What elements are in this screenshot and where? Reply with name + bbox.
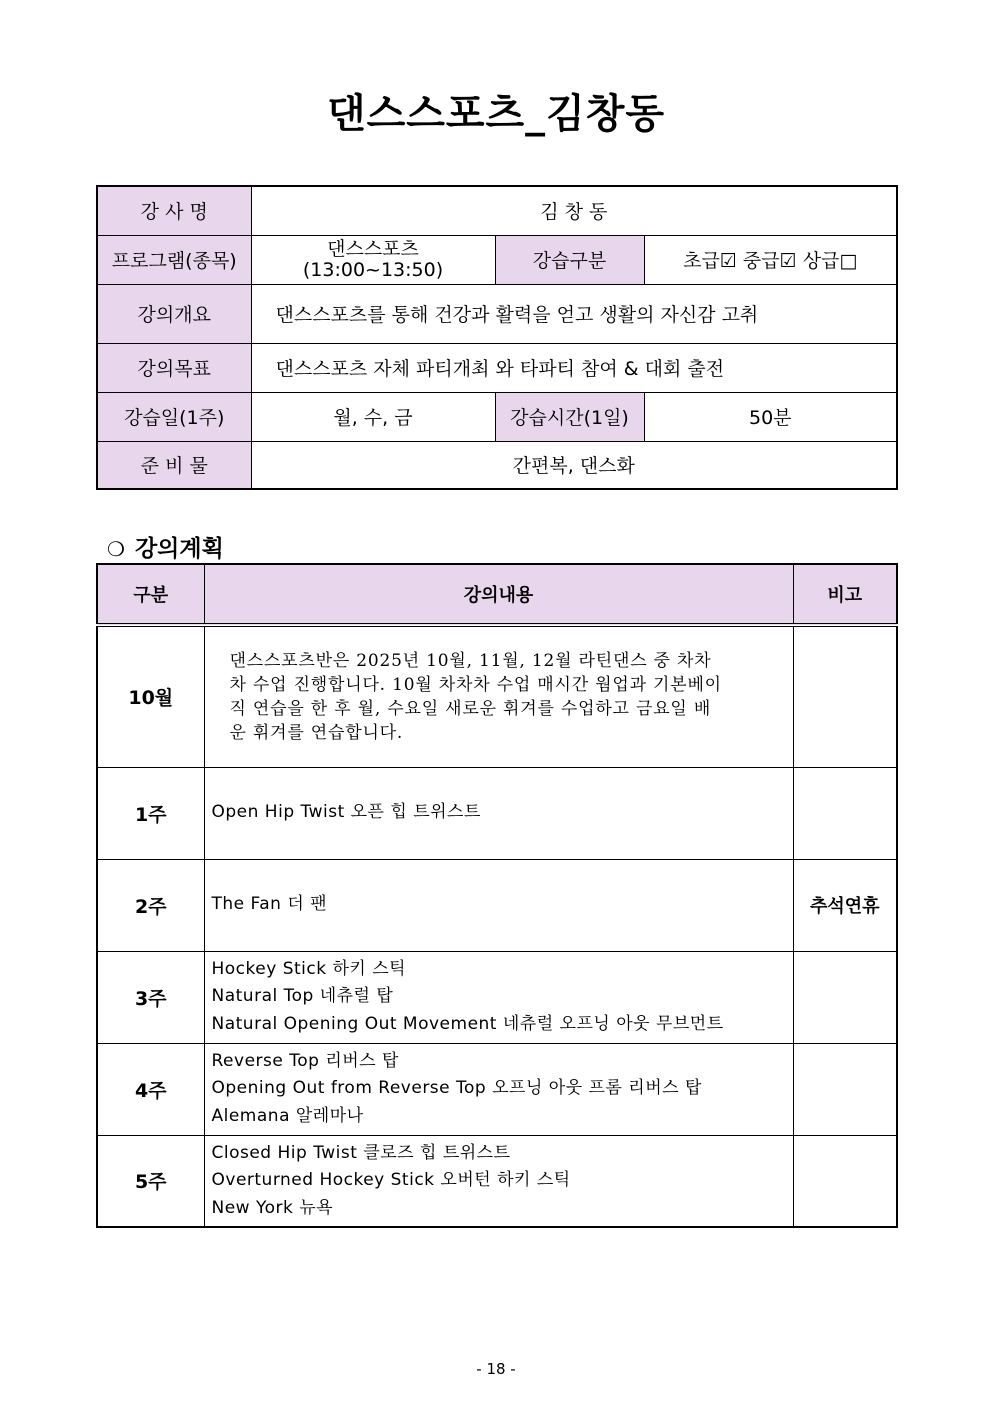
section-title: 강의계획: [134, 536, 224, 562]
table-row: [97, 859, 897, 951]
header-category: 구분: [97, 564, 204, 625]
figure-line: Reverse Top 리버스 탑: [211, 1050, 399, 1071]
section-heading: [107, 530, 224, 563]
figure-line: Natural Opening Out Movement 네츄럴 오프닝 아웃 무브먼트: [211, 1013, 724, 1034]
month-note: [793, 625, 897, 767]
course-info-table: [96, 185, 898, 490]
week-content: [204, 1135, 793, 1227]
header-note: 비고: [793, 564, 897, 625]
level-value: 초급☑ 중급☑ 상급□: [644, 235, 897, 284]
table-row: [97, 767, 897, 859]
figure-line: Natural Top 네츄럴 탑: [211, 986, 394, 1007]
table-row: [97, 1043, 897, 1135]
table-row: [97, 1135, 897, 1227]
week-label: 1주: [97, 767, 204, 859]
overview-value: 댄스스포츠를 통해 건강과 활력을 얻고 생활의 자신감 고취: [251, 284, 897, 343]
program-name: 댄스스포츠: [327, 237, 419, 260]
week-content: [204, 1043, 793, 1135]
duration-label: 강습시간(1일): [495, 392, 644, 441]
week-label: 3주: [97, 951, 204, 1043]
program-label: 프로그램(종목): [97, 235, 251, 284]
week-note: [793, 767, 897, 859]
description-line: 운 휘겨를 연습합니다.: [229, 722, 404, 743]
days-value: 월, 수, 금: [251, 392, 495, 441]
week-content: [204, 859, 793, 951]
instructor-value: 김 창 동: [251, 186, 897, 235]
figure-line: Overturned Hockey Stick 오버턴 하키 스틱: [211, 1170, 571, 1190]
supplies-value: 간편복, 댄스화: [251, 441, 897, 489]
instructor-label: 강 사 명: [97, 186, 251, 235]
duration-value: 50분: [644, 392, 897, 441]
circle-bullet-icon: ❍: [107, 537, 125, 561]
supplies-label: 준 비 물: [97, 441, 251, 489]
level-label: 강습구분: [495, 235, 644, 284]
header-content: 강의내용: [204, 564, 793, 625]
program-value: [251, 235, 495, 284]
description-line: 차 수업 진행합니다. 10월 차차차 수업 매시간 웜업과 기본베이: [229, 674, 722, 695]
figure-line: Opening Out from Reverse Top 오프닝 아웃 프롬 리버스 탑: [211, 1078, 702, 1099]
table-row: [97, 951, 897, 1043]
month-description: [204, 625, 793, 767]
page-number: - 18 -: [476, 1360, 516, 1378]
figure-line: Closed Hip Twist 클로즈 힙 트위스트: [211, 1142, 511, 1163]
week-note: 추석연휴: [793, 859, 897, 951]
description-line: 댄스스포츠반은 2025년 10월, 11월, 12월 라틴댄스 중 차차: [229, 650, 712, 671]
program-time: (13:00~13:50): [302, 258, 444, 281]
figure-line: Alemana 알레마나: [211, 1105, 364, 1126]
figure-line: Hockey Stick 하키 스틱: [211, 958, 407, 979]
week-content: [204, 767, 793, 859]
week-label: 2주: [97, 859, 204, 951]
days-label: 강습일(1주): [97, 392, 251, 441]
figure-line: Open Hip Twist 오픈 힙 트위스트: [211, 802, 481, 823]
week-label: 5주: [97, 1135, 204, 1227]
table-row: [97, 625, 897, 767]
month-label: 10월: [97, 625, 204, 767]
page-title: 댄스스포츠_김창동: [326, 91, 666, 137]
week-note: [793, 951, 897, 1043]
goal-label: 강의목표: [97, 343, 251, 392]
lesson-plan-table: [96, 563, 898, 1228]
week-note: [793, 1135, 897, 1227]
goal-value: 댄스스포츠 자체 파티개최 와 타파티 참여 & 대회 출전: [251, 343, 897, 392]
week-content: [204, 951, 793, 1043]
description-line: 직 연습을 한 후 월, 수요일 새로운 휘겨를 수업하고 금요일 배: [229, 698, 712, 719]
figure-line: The Fan 더 팬: [211, 894, 328, 915]
week-note: [793, 1043, 897, 1135]
overview-label: 강의개요: [97, 284, 251, 343]
figure-line: New York 뉴욕: [211, 1197, 334, 1218]
week-label: 4주: [97, 1043, 204, 1135]
